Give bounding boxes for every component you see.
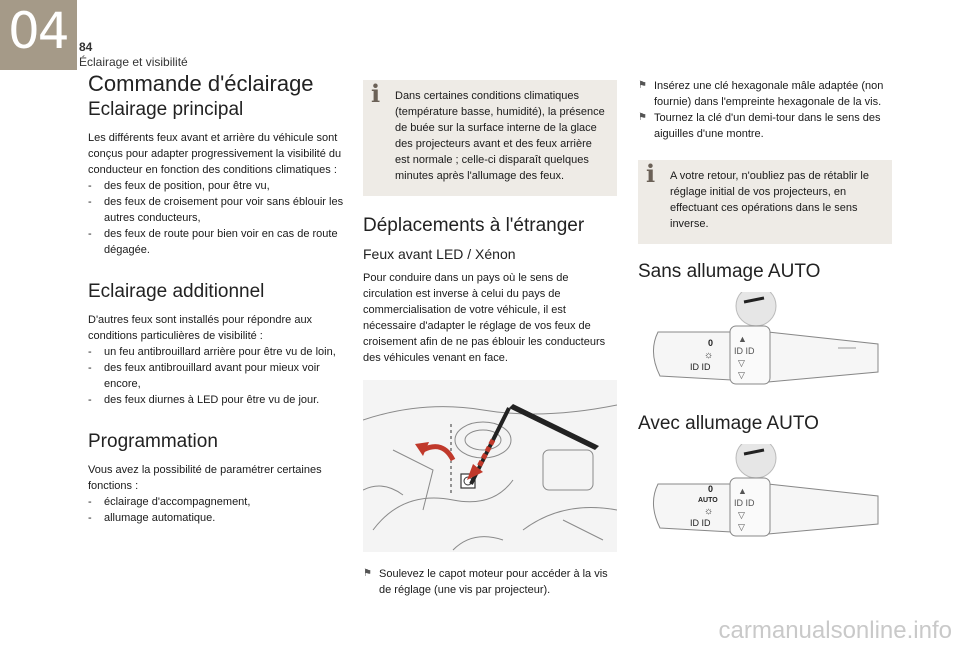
heading-auto-lighting: Avec allumage AUTO [638, 413, 819, 434]
engine-bay-illustration [363, 380, 617, 552]
svg-text:☼: ☼ [704, 506, 714, 517]
stalk-off-label: 0 [708, 338, 714, 348]
flag-icon: ⚑ [363, 568, 372, 579]
main-lighting-list [88, 178, 350, 258]
main-lighting-intro: Les différents feux avant et arrière du véhicule sont conçus pour adapter progressivement la visibilité du conducteur en fonction des conditions climatiques : [88, 132, 342, 176]
heading-manual-lighting: Sans allumage AUTO [638, 261, 821, 282]
flag-icon: ⚑ [638, 112, 647, 123]
heading-main-lighting: Eclairage principal [88, 99, 244, 120]
watermark: carmanualsonline.info [718, 617, 952, 644]
section-label: Éclairage et visibilité [79, 55, 188, 69]
info-text: Dans certaines conditions climatiques (température basse, humidité), la présence de buée sur la surface interne de la glace des projecteurs avant et des feux arrière est normale ; celle-ci disparaît quelques minutes après l'allumage des feux. [395, 90, 605, 182]
svg-text:ID ID: ID ID [734, 498, 755, 508]
svg-text:▽: ▽ [738, 522, 745, 532]
page-number: 84 [79, 40, 93, 54]
stalk-illustration-manual [638, 292, 892, 402]
svg-text:▽: ▽ [738, 510, 745, 520]
programming-list [88, 494, 350, 526]
svg-text:ID ID: ID ID [734, 346, 755, 356]
list-item: - éclairage d'accompagnement, [88, 494, 350, 510]
svg-text:▲: ▲ [738, 486, 747, 496]
engine-bay-drawing [363, 380, 617, 552]
list-item: - des feux antibrouillard avant pour mieux voir encore, [88, 360, 350, 392]
step-insert-key: ⚑ Insérez une clé hexagonale mâle adaptée (non fournie) dans l'empreinte hexagonale de la vis. [638, 80, 884, 108]
svg-text:▲: ▲ [738, 334, 747, 344]
additional-lighting-list [88, 344, 350, 408]
step-lift-bonnet: ⚑ Soulevez le capot moteur pour accéder à la vis de réglage (une vis par projecteur). [363, 568, 608, 596]
chapter-tab [0, 0, 77, 70]
info-text: A votre retour, n'oubliez pas de rétablir le réglage initial de vos projecteurs, en effectuant ces opérations dans le sens inverse. [670, 170, 869, 230]
info-icon: i [646, 159, 656, 188]
heading-travel-abroad: Déplacements à l'étranger [363, 215, 585, 236]
svg-text:☼: ☼ [704, 350, 714, 361]
svg-text:▽: ▽ [738, 370, 745, 380]
chapter-number: 04 [8, 2, 68, 60]
column-2 [363, 80, 617, 598]
list-item: - des feux de route pour bien voir en cas de route dégagée. [88, 226, 350, 258]
info-box-restore [638, 160, 892, 244]
step-turn-key: ⚑ Tournez la clé d'un demi-tour dans le sens des aiguilles d'une montre. [638, 112, 881, 140]
programming-intro: Vous avez la possibilité de paramétrer certaines fonctions : [88, 464, 322, 492]
list-item: - un feu antibrouillard arrière pour être vu de loin, [88, 344, 350, 360]
subheading-led-xenon: Feux avant LED / Xénon [363, 246, 516, 262]
svg-text:ID ID: ID ID [690, 518, 711, 528]
stalk-off-label: 0 [708, 484, 714, 494]
stalk-illustration-auto [638, 444, 892, 554]
stalk-auto-label: AUTO [698, 497, 718, 504]
info-icon: i [371, 79, 381, 108]
flag-icon: ⚑ [638, 80, 647, 91]
svg-text:ID ID: ID ID [690, 362, 711, 372]
page-title: Commande d'éclairage [88, 71, 314, 96]
additional-lighting-intro: D'autres feux sont installés pour répondre aux conditions particulières de visibilité : [88, 314, 313, 342]
list-item: - des feux diurnes à LED pour être vu de jour. [88, 392, 350, 408]
list-item: - des feux de croisement pour voir sans éblouir les autres conducteurs, [88, 194, 350, 226]
column-3 [638, 78, 892, 554]
list-item: - allumage automatique. [88, 510, 350, 526]
info-box-condensation [363, 80, 617, 196]
heading-programming: Programmation [88, 431, 218, 452]
steering-wheel-icon [736, 292, 776, 326]
heading-additional-lighting: Eclairage additionnel [88, 281, 265, 302]
svg-text:▽: ▽ [738, 358, 745, 368]
list-item: - des feux de position, pour être vu, [88, 178, 350, 194]
column-1 [88, 72, 350, 526]
steering-wheel-icon [736, 444, 776, 478]
travel-abroad-body: Pour conduire dans un pays où le sens de circulation est inverse à celui du pays de commercialisation de votre véhicule, il est nécessaire d'adapter le réglage de vos feux de croisement afin de ne pas éblouir les conducteurs des véhicules venant en face. [363, 272, 606, 364]
